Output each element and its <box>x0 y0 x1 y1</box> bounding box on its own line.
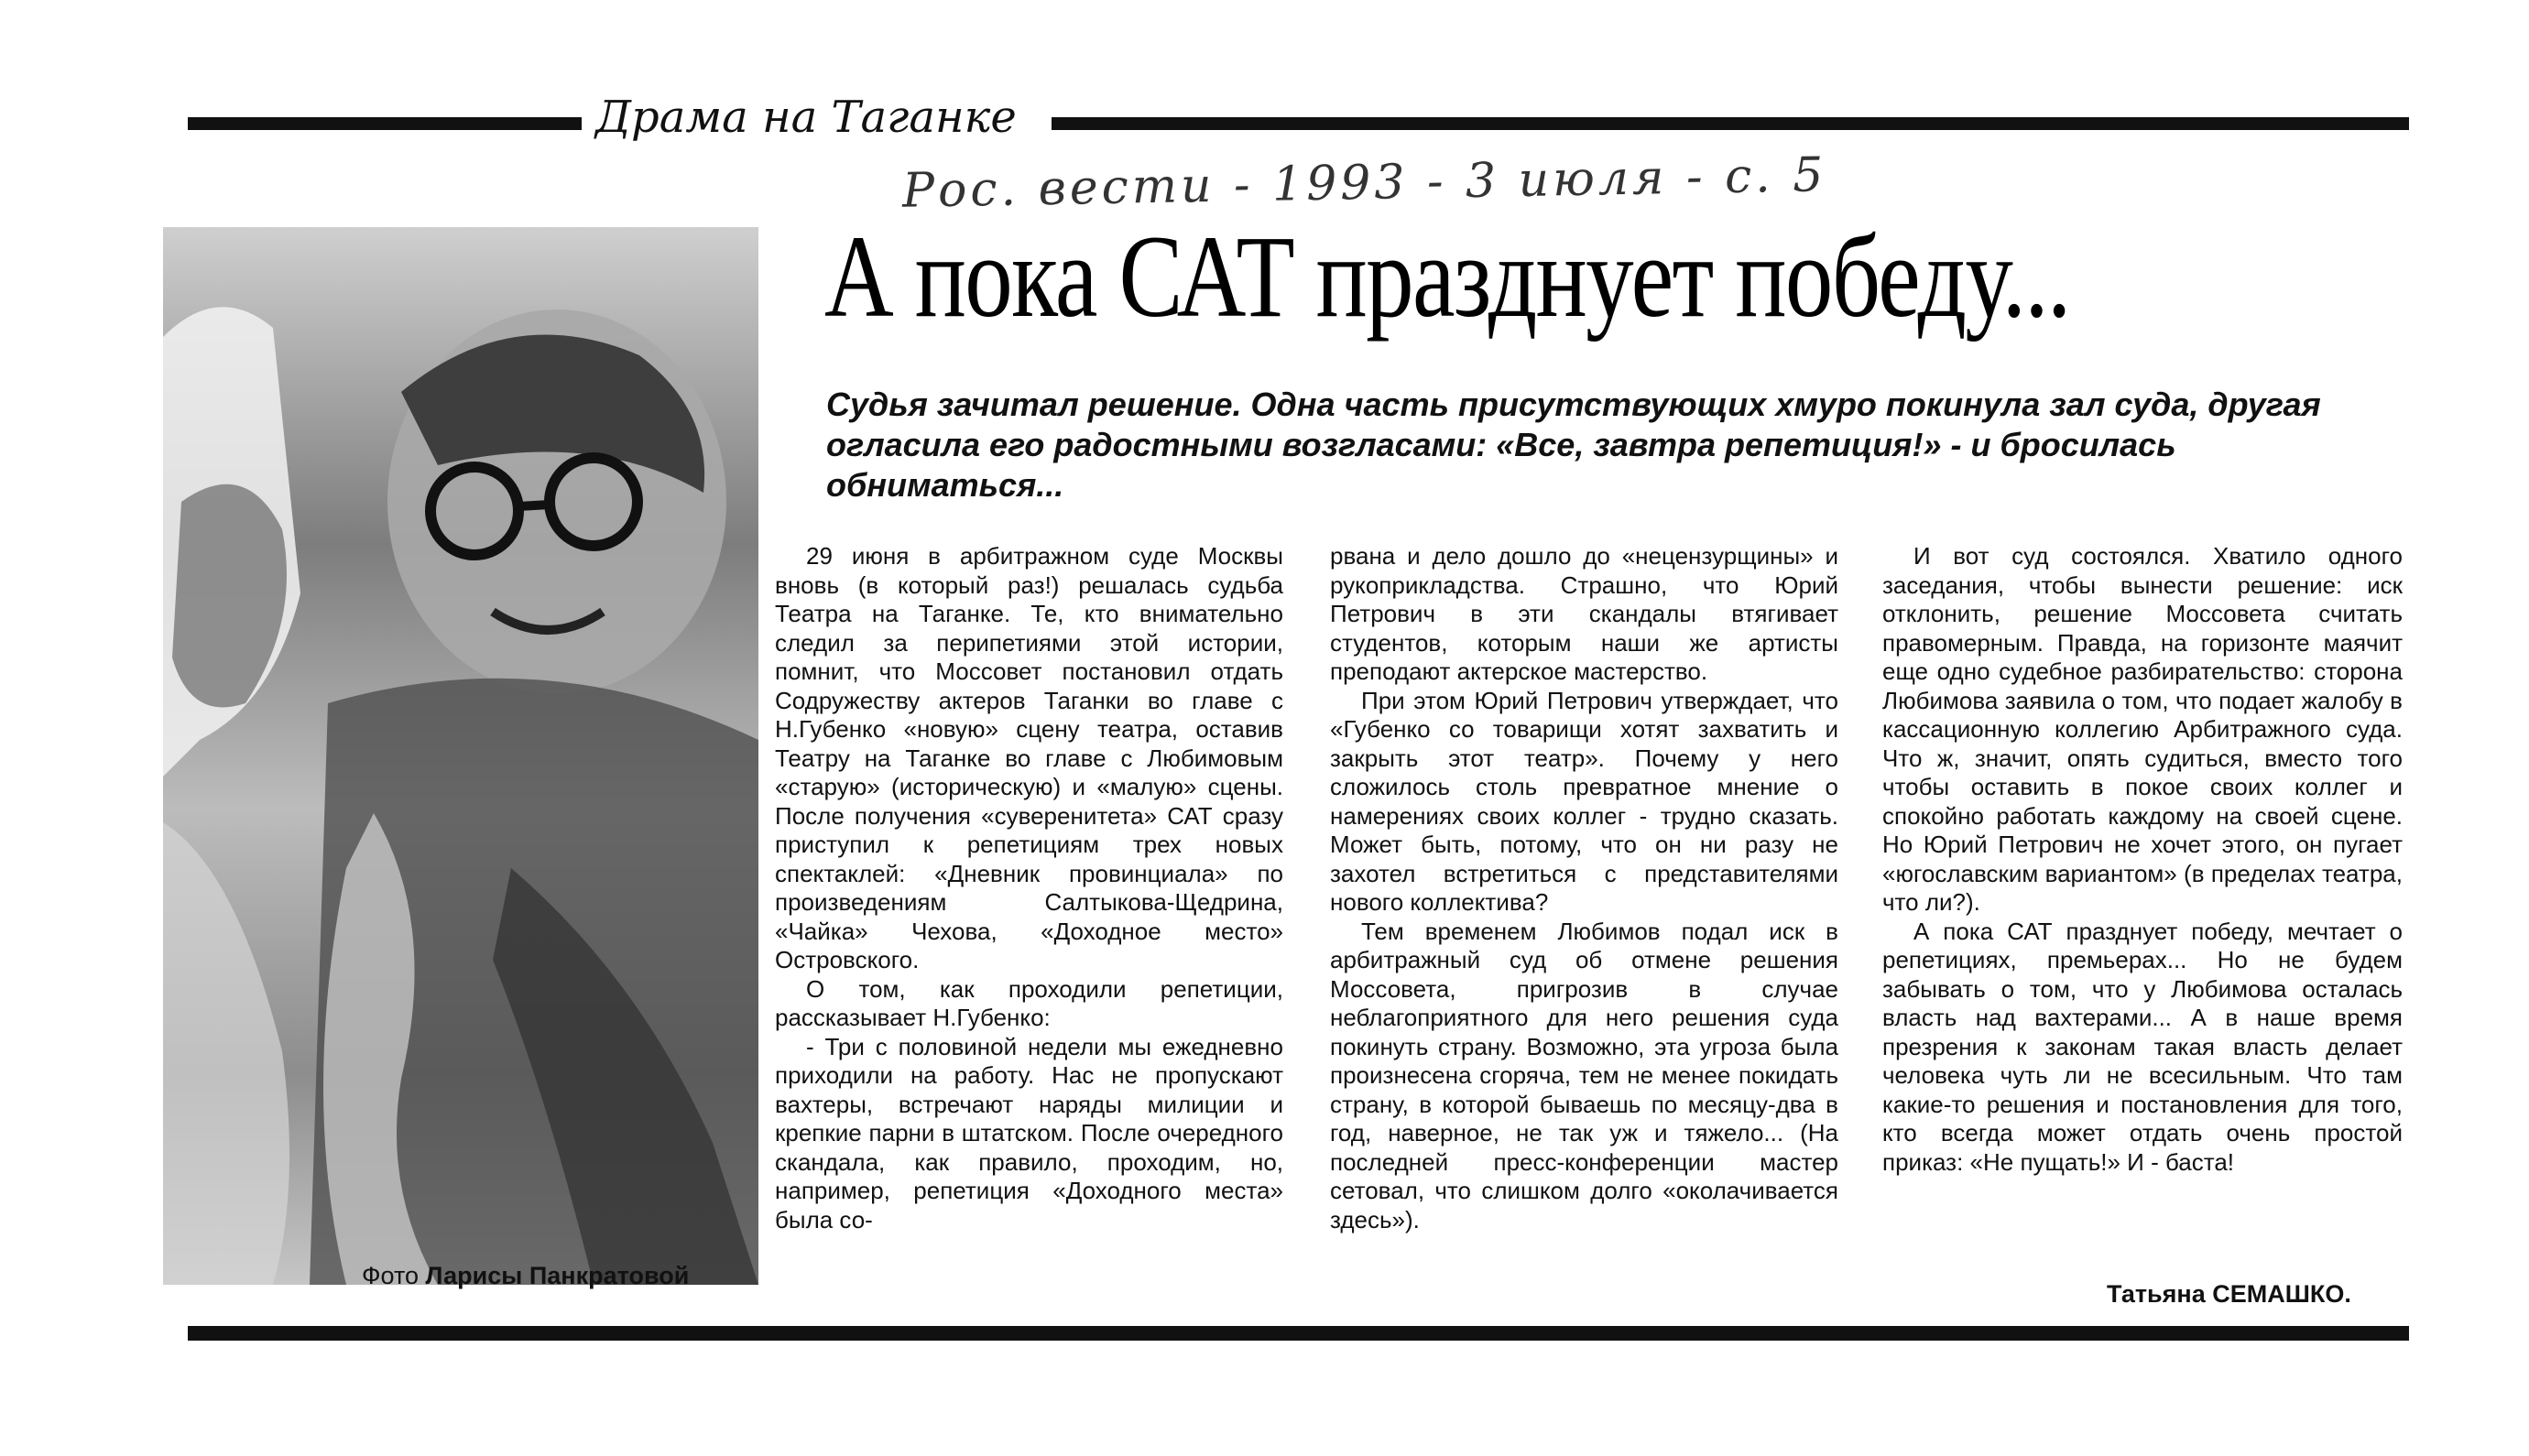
section-rubric: Драма на Таганке <box>595 92 1017 143</box>
bottom-rule <box>188 1326 2409 1341</box>
paragraph: При этом Юрий Петрович утверждает, что «Губенко со товарищи хотят захватить и закрыть этот театр». Почему у него сложилось столь превратное мнение о намерениях своих коллег - трудно сказать. Может быть, потому, что он ни разу не захотел встретиться с представителями нового коллектива? <box>1330 686 1838 916</box>
paragraph: 29 июня в арбитражном суде Москвы вновь (в который раз!) решалась судьба Театра на Таганке. Те, кто внимательно следил за перипетиями этой истории, помнит, что Моссовет постановил отдать Содружеству актеров Таганки во главе с Н.Губенко «новую» сцену театра, оставив Театру на Таганке во главе с Любимовым «старую» (историческую) и «малую» сцены. После получения «суверенитета» САТ сразу приступил к репетициям трех новых спектаклей: «Дневник провинциала» по произведениям Салтыкова-Щедрина, «Чайка» Чехова, «Доходное место» Островского. <box>775 542 1283 973</box>
photo-caption <box>362 1262 689 1290</box>
photo-caption-prefix: Фото <box>362 1262 420 1289</box>
paragraph: - Три с половиной недели мы ежедневно приходили на работу. Нас не пропускают вахтеры, встречают наряды милиции и крепкие парни в штатском. После очередного скандала, как правило, проходим, но, например, репетиция «Доходного места» была со- <box>775 1032 1283 1233</box>
article-author: Татьяна СЕМАШКО. <box>2107 1280 2351 1308</box>
article-headline: А пока САТ празднует победу... <box>824 212 2070 342</box>
paragraph: И вот суд состоялся. Хватило одного заседания, чтобы вынести решение: иск отклонить, решение Моссовета считать правомерным. Правда, на горизонте маячит еще одно судебное разбирательство: сторона Любимова заявила о том, что подает жалобу в кассационную коллегию Арбитражного суда. Что ж, значит, опять судиться, вместо того чтобы оставить в покое своих коллег и спокойно работать каждому на своей сцене. Но Юрий Петрович не хочет этого, он пугает «югославским вариантом» (в пределах театра, что ли?). <box>1882 542 2403 916</box>
paragraph: О том, как проходили репетиции, рассказывает Н.Губенко: <box>775 974 1283 1031</box>
paragraph: А пока САТ празднует победу, мечтает о репетициях, премьерах... Но не будем забывать о том, что у Любимова осталась власть над вахтерами... А в наше время презрения к законам такая власть делает человека чуть ли не всесильным. Что там какие-то решения и постановления для того, кто всегда может отдать очень простой приказ: «Не пущать!» И - баста! <box>1882 917 2403 1176</box>
top-rule-right <box>1052 117 2409 130</box>
photo-caption-name: Ларисы Панкратовой <box>425 1262 690 1289</box>
paragraph: Тем временем Любимов подал иск в арбитражный суд об отмене решения Моссовета, пригрозив в случае неблагоприятного для него решения суда покинуть страну. Возможно, эта угроза была произнесена сгоряча, тем не менее покидать страну, в которой бываешь по месяцу-два в год, наверное, не так уж и тяжело... (На последней пресс-конференции мастер сетовал, что слишком долго «околачивается здесь»). <box>1330 917 1838 1233</box>
article-column-1 <box>775 542 1283 1234</box>
top-rule-left <box>188 117 582 130</box>
article-column-3 <box>1882 542 2403 1177</box>
article-lead: Судья зачитал решение. Одна часть присутствующих хмуро покинула зал суда, другая огласила его радостными возгласами: «Все, завтра репетиция!» - и бросилась обниматься... <box>826 386 2321 504</box>
paragraph: рвана и дело дошло до «нецензурщины» и рукоприкладства. Страшно, что Юрий Петрович в эти скандалы втягивает студентов, которым наши же артисты преподают актерское мастерство. <box>1330 542 1838 685</box>
article-column-2 <box>1330 542 1838 1234</box>
article-photo <box>163 227 758 1285</box>
handwritten-source-note: Рос. вести - 1993 - 3 июля - с. 5 <box>901 147 1827 219</box>
